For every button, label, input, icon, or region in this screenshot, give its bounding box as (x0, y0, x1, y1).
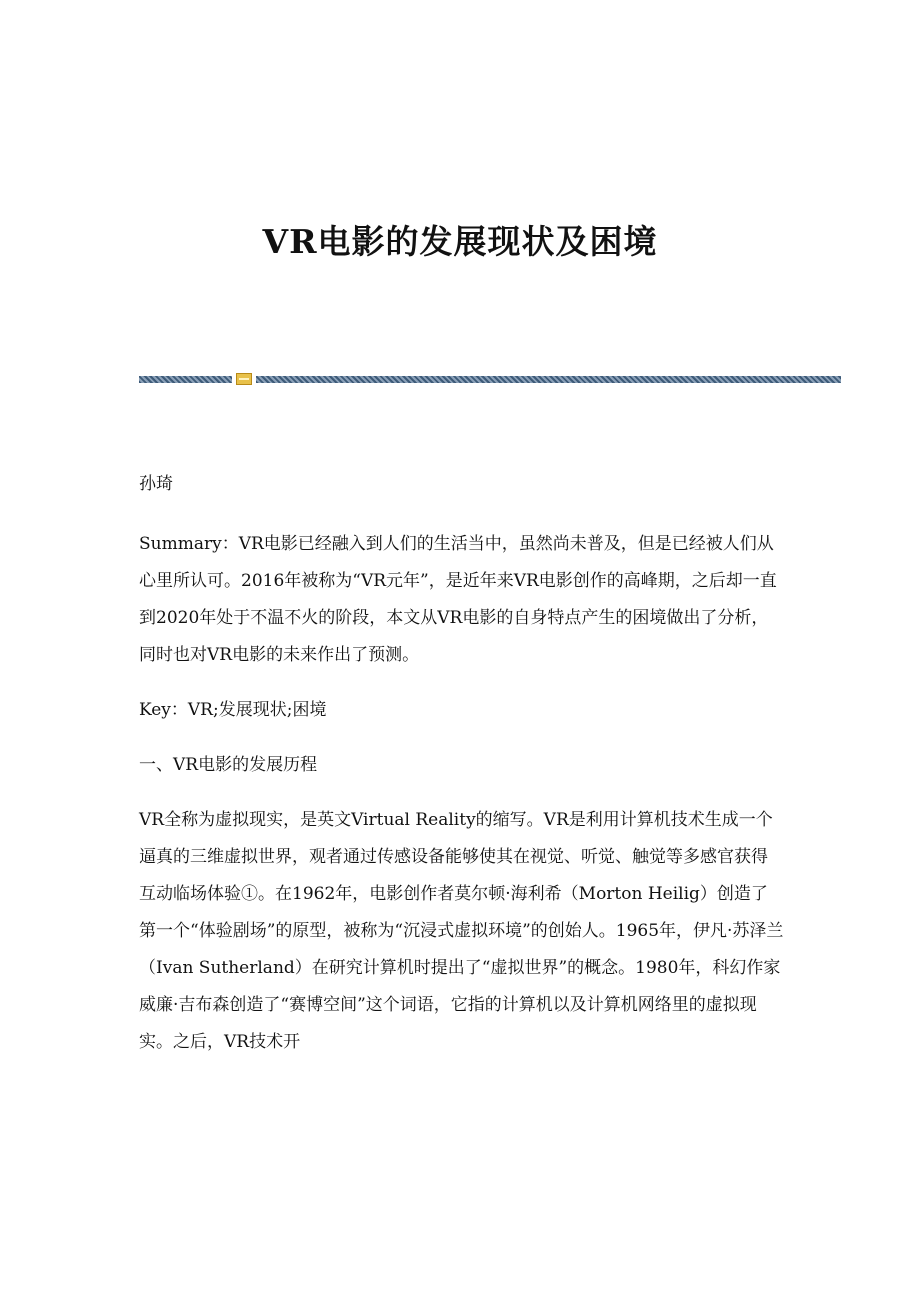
divider-emblem-icon (236, 373, 252, 385)
author-name: 孙琦 (139, 474, 173, 494)
body-paragraph: VR全称为虚拟现实，是英文Virtual Reality的缩写。VR是利用计算机技术生成一个逼真的三维虚拟世界，观者通过传感设备能够使其在视觉、听觉、触觉等多感官获得互动临场体验①。在1962年，电影创作者莫尔顿·海利希（Morton Heilig）创造了第一个“体验剧场”的原型，被称为“沉浸式虚拟环境”的创始人。1965年，伊凡·苏泽兰（Ivan Sutherland）在研究计算机时提出了“虚拟世界”的概念。1980年，科幻作家威廉·吉布森创造了“赛博空间”这个词语，它指的计算机以及计算机网络里的虚拟现实。之后，VR技术开 (139, 810, 784, 1052)
title-divider (139, 373, 841, 385)
document-body (139, 466, 784, 1079)
keywords-line: Key：VR;发展现状;困境 (139, 700, 327, 720)
document-title: VR电影的发展现状及困境 (262, 222, 658, 261)
summary-paragraph: Summary：VR电影已经融入到人们的生活当中，虽然尚未普及，但是已经被人们从心里所认可。2016年被称为“VR元年”，是近年来VR电影创作的高峰期，之后却一直到2020年处于不温不火的阶段，本文从VR电影的自身特点产生的困境做出了分析，同时也对VR电影的未来作出了预测。 (139, 534, 777, 665)
divider-bar-left (139, 376, 232, 383)
section-heading: 一、VR电影的发展历程 (139, 755, 318, 775)
divider-bar-right (256, 376, 841, 383)
